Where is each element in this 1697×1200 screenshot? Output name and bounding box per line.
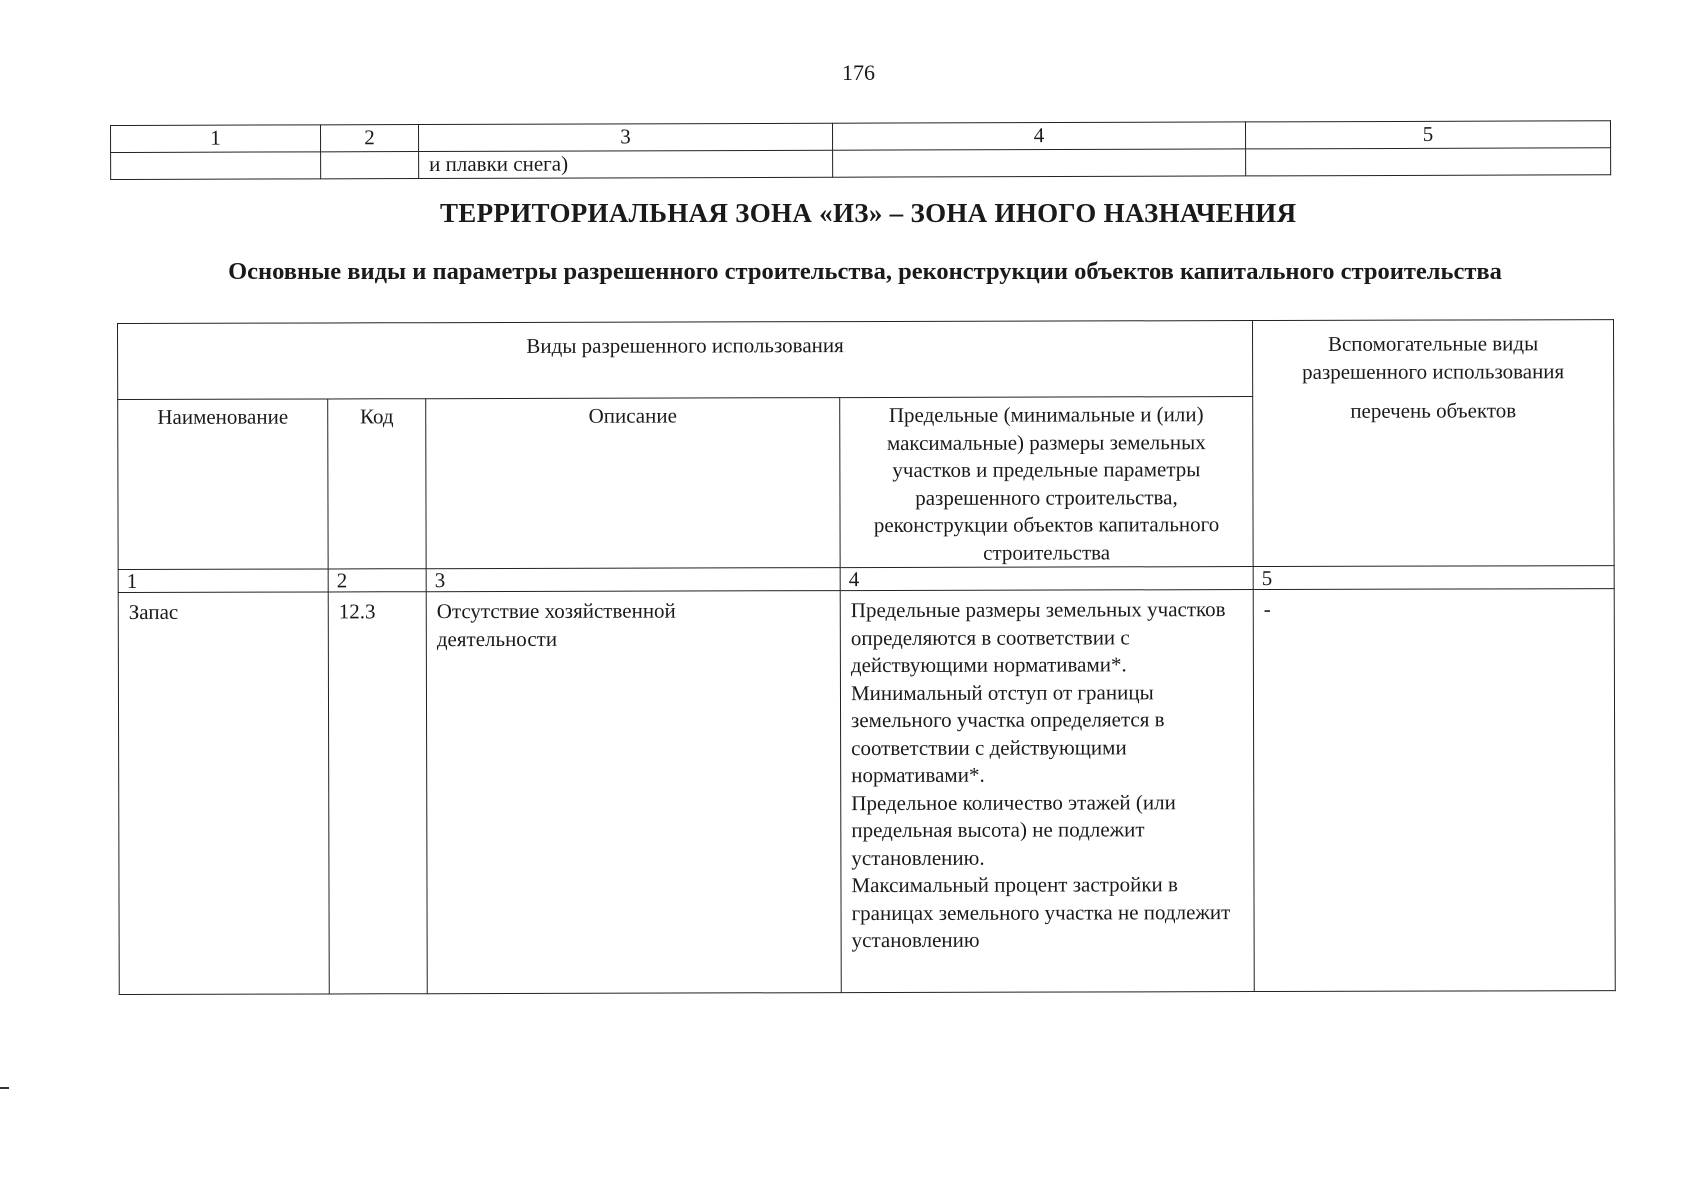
parameters-header-text: Предельные (минимальные и (или) максимальные) размеры земельных участков и предельные параметры разрешенного строительства, реконструкции объектов капитального строительства	[873, 402, 1220, 565]
permitted-uses-header: Виды разрешенного использования	[118, 321, 1253, 400]
section-subtitle: Основные виды и параметры разрешенного строительства, реконструкции объектов капитального строительства	[228, 258, 1502, 285]
header-cell: 5	[1245, 121, 1610, 149]
table-cell: и плавки снега)	[419, 150, 833, 178]
permitted-uses-table	[117, 319, 1616, 995]
column-number: 3	[426, 568, 840, 592]
auxiliary-uses-cell	[1253, 320, 1615, 567]
auxiliary-uses-header: Вспомогательные виды разрешенного использования	[1302, 331, 1565, 384]
name-column-header: Наименование	[118, 399, 328, 570]
column-number: 1	[118, 569, 328, 593]
table-cell	[321, 152, 419, 179]
use-auxiliary: -	[1253, 589, 1615, 992]
continuation-row	[111, 148, 1611, 180]
parameter-line: Максимальный процент застройки в границах земельного участка не подлежит установлению	[851, 872, 1231, 953]
table-cell	[111, 152, 321, 180]
group-header-row	[118, 320, 1614, 400]
column-number: 5	[1253, 566, 1614, 590]
parameter-line: Минимальный отступ от границы земельного участка определяется в соответствии с действующими нормативами*.	[850, 679, 1165, 788]
use-name: Запас	[118, 592, 329, 995]
parameters-column-header	[840, 397, 1253, 568]
header-cell: 4	[832, 122, 1245, 150]
margin-mark	[0, 1087, 9, 1089]
table-cell	[1246, 148, 1611, 176]
continuation-table	[110, 120, 1611, 180]
header-cell: 1	[111, 125, 321, 153]
table-row	[118, 589, 1615, 995]
auxiliary-list-header: перечень объектов	[1350, 398, 1517, 423]
description-column-header: Описание	[426, 398, 840, 569]
use-code: 12.3	[328, 592, 427, 994]
header-cell: 2	[321, 125, 419, 152]
zone-title: ТЕРРИТОРИАЛЬНАЯ ЗОНА «ИЗ» – ЗОНА ИНОГО НАЗНАЧЕНИЯ	[440, 198, 1297, 228]
table-cell	[833, 149, 1246, 177]
column-number: 2	[328, 569, 426, 592]
header-cell: 3	[419, 123, 833, 151]
parameter-line: Предельные размеры земельных участков определяются в соответствии с действующими нормативами*.	[850, 597, 1226, 678]
code-column-header: Код	[328, 399, 426, 569]
description-text: Отсутствие хозяйственной деятельности	[436, 598, 676, 651]
use-description	[426, 591, 841, 994]
parameter-line: Предельное количество этажей (или предельная высота) не подлежит установлению.	[851, 789, 1176, 870]
use-parameters	[840, 590, 1254, 993]
page-number: 176	[842, 60, 875, 85]
column-number: 4	[840, 567, 1253, 591]
